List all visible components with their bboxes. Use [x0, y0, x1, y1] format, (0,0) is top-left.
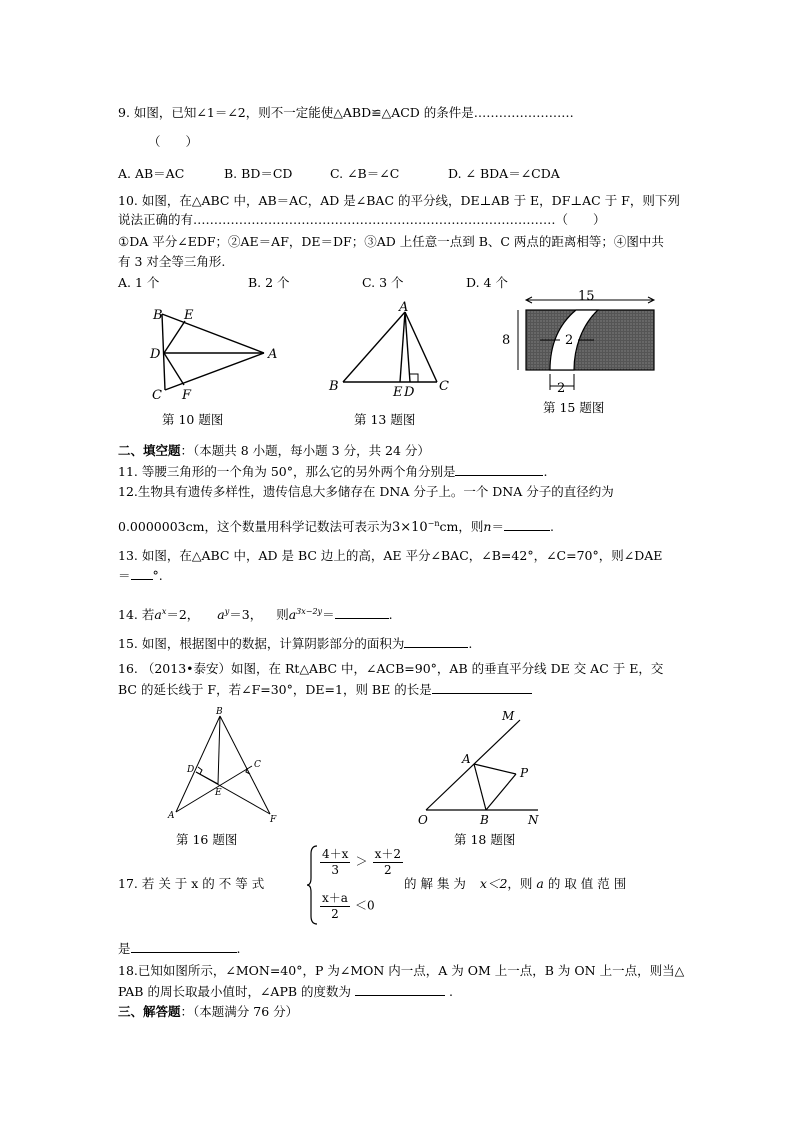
fig10-label-d: D: [150, 347, 161, 362]
q11-answer-blank[interactable]: [455, 475, 543, 476]
q10-option-c: C. 3 个: [362, 275, 404, 290]
q17-answer-blank[interactable]: [131, 952, 237, 953]
q16-line2: [118, 682, 532, 698]
section3-heading: [118, 1004, 298, 1020]
q12-line2: [118, 516, 554, 536]
fig18-label-a: A: [462, 752, 471, 766]
section2-title: 二、填空题: [118, 443, 181, 458]
q15-text: 15. 如图，根据图中的数据，计算阴影部分的面积为: [118, 636, 405, 651]
q18-line2: [118, 984, 453, 1000]
q10-line2: 说法正确的有……………………………………………………………………………（ ）: [118, 212, 606, 227]
q14-answer-blank[interactable]: [335, 618, 389, 619]
q14-v3: ＝: [322, 607, 335, 623]
q17-end: .: [236, 941, 241, 956]
q17-suffix: [404, 876, 626, 892]
q14-a2: a: [217, 607, 225, 623]
fig10-caption: 第 10 题图: [162, 412, 224, 427]
q13-answer-blank[interactable]: [131, 579, 153, 580]
figure-15: [498, 290, 668, 400]
q10-line3: ①DA 平分∠EDF；②AE＝AF，DE＝DF；③AD 上任意一点到 B、C 两点的距离相等；④图中共: [118, 234, 664, 249]
q11-line: [118, 464, 547, 480]
q17-ineq2-left: [320, 889, 350, 921]
q13-line2: [118, 568, 163, 584]
q17-ineq1-right: [373, 845, 403, 877]
q16-line2-text: BC 的延长线于 F，若∠F=30°，DE=1，则 BE 的长是: [118, 682, 432, 697]
q14-end: .: [388, 607, 393, 623]
q17-ineq2-op: ＜0: [355, 898, 375, 913]
fig18-label-p: P: [520, 766, 529, 780]
q9-paren: （ ）: [148, 134, 199, 149]
q17-ineq1-op: ＞: [355, 854, 368, 869]
q15-end: .: [468, 636, 473, 651]
q12-line2b: cm，则: [439, 519, 484, 535]
q12-answer-blank[interactable]: [504, 530, 550, 531]
fig18-label-m: M: [502, 709, 515, 723]
fig18-label-b: B: [480, 813, 489, 827]
fig16-label-e: E: [215, 788, 222, 798]
q18-answer-blank[interactable]: [355, 995, 445, 996]
q13-line1: 13. 如图，在△ABC 中，AD 是 BC 边上的高，AE 平分∠BAC，∠B=42°，∠C=70°，则∠DAE: [118, 548, 663, 563]
q17-ineq1-num: 4＋x: [322, 847, 349, 861]
q17-ineq2-num: x＋a: [322, 891, 348, 905]
q17-ineq1-rnum: x＋2: [374, 847, 402, 861]
fig18-label-n: N: [528, 813, 539, 827]
fig15-caption: 第 15 题图: [543, 400, 605, 415]
q17-inequality-2: [320, 889, 375, 921]
q14-e2: y: [224, 607, 230, 616]
q12-sci-base: 3×10: [391, 520, 428, 536]
figure-13: [325, 300, 465, 400]
fig15-label-2-mid: 2: [565, 333, 574, 348]
fig13-label-a: A: [399, 300, 409, 315]
q14-v2: ＝3，: [229, 607, 263, 623]
fig15-label-15: 15: [578, 289, 595, 304]
fig13-caption: 第 13 题图: [354, 412, 416, 427]
section3-title: 三、解答题: [118, 1004, 181, 1019]
q17-line2: [118, 941, 241, 957]
q18-end: .: [449, 984, 453, 999]
figure-18: [412, 706, 562, 828]
q12-end: .: [549, 519, 554, 535]
fig16-label-a: A: [168, 811, 175, 821]
q17-ineq1-rden: 2: [383, 863, 392, 877]
fig16-caption: 第 16 题图: [176, 832, 238, 847]
fig10-label-b: B: [153, 308, 163, 323]
q17-suffix3: 的 取 值 范 围: [547, 876, 627, 891]
q10-line1: 10. 如图，在△ABC 中，AB＝AC，AD 是∠BAC 的平分线，DE⊥AB 于 E，DF⊥AC 于 F，则下列: [118, 193, 680, 208]
q17-inequality-1: [320, 845, 403, 877]
q16-line1: 16. （2013•泰安）如图，在 Rt△ABC 中，∠ACB=90°，AB 的垂直平分线 DE 交 AC 于 E，交: [118, 661, 664, 676]
section2-heading: [118, 443, 430, 459]
q10-line4: 有 3 对全等三角形.: [118, 254, 226, 269]
q9-option-b: B. BD＝CD: [224, 166, 293, 181]
fig13-label-b: B: [329, 379, 339, 394]
q14-e3: 3x−2y: [296, 607, 323, 616]
fig10-label-f: F: [182, 388, 192, 403]
q14-prefix: 14. 若: [118, 607, 155, 623]
fig15-label-2-bottom: 2: [557, 381, 566, 396]
fig18-caption: 第 18 题图: [454, 832, 516, 847]
q17-cond: x＜2: [479, 876, 508, 891]
q9-option-d: D. ∠ BDA＝∠CDA: [448, 166, 560, 181]
fig13-label-e: E: [393, 385, 403, 400]
fig10-label-c: C: [152, 388, 162, 403]
q10-option-d: D. 4 个: [466, 275, 508, 290]
q12-line2a: 0.0000003cm，这个数量用科学记数法可表示为: [118, 519, 392, 535]
fig10-label-e: E: [184, 308, 194, 323]
q14-a3: a: [288, 607, 297, 623]
fig15-label-8: 8: [502, 333, 511, 348]
q12-line1: 12.生物具有遗传多样性，遗传信息大多储存在 DNA 分子上。一个 DNA 分子的直径约为: [118, 484, 614, 499]
q15-line: [118, 636, 472, 652]
q14-e1: x: [161, 607, 167, 616]
q14-a1: a: [154, 607, 162, 623]
q18-line2-text: PAB 的周长取最小值时，∠APB 的度数为: [118, 984, 352, 999]
figure-16: [160, 704, 300, 830]
q10-option-a: A. 1 个: [118, 275, 160, 290]
q17-ineq1-den: 3: [331, 863, 340, 877]
q17-var-a: a: [536, 876, 544, 891]
figure-10: [140, 300, 300, 410]
q11-end: .: [543, 464, 548, 479]
fig16-label-d: D: [187, 765, 195, 775]
q18-line1: 18.已知如图所示，∠MON=40°，P 为∠MON 内一点，A 为 OM 上一点，B 为 ON 上一点，则当△: [118, 963, 685, 978]
fig10-label-a: A: [268, 347, 278, 362]
q11-text: 11. 等腰三角形的一个角为 50°，那么它的另外两个角分别是: [118, 464, 456, 479]
q17-suffix1: 的 解 集 为: [404, 876, 466, 891]
q15-answer-blank[interactable]: [404, 647, 468, 648]
fig13-label-c: C: [439, 379, 449, 394]
q9-option-c: C. ∠B＝∠C: [330, 166, 400, 181]
q16-answer-blank[interactable]: [432, 693, 532, 694]
q17-suffix2: ，则: [507, 876, 533, 891]
q12-sci-exp: −n: [427, 519, 440, 528]
fig16-label-f: F: [270, 815, 277, 825]
q13-line2a: ＝: [118, 568, 131, 583]
q17-ineq1-left: [320, 845, 350, 877]
q10-option-b: B. 2 个: [248, 275, 290, 290]
q9-stem: 9. 如图，已知∠1＝∠2，则不一定能使△ABD≌△ACD 的条件是……………………: [118, 105, 574, 120]
q13-line2b: °.: [152, 568, 163, 583]
q17-ineq2-den: 2: [331, 907, 339, 921]
q12-var-n: n: [483, 519, 492, 535]
fig18-label-o: O: [418, 813, 428, 827]
section3-note: ：（本题满分 76 分）: [180, 1004, 299, 1019]
q14-mid: 则: [276, 607, 289, 623]
q12-eq: ＝: [491, 519, 504, 535]
q14-line: [118, 604, 393, 623]
q14-v1: ＝2，: [166, 607, 200, 623]
fig16-label-c: C: [254, 760, 261, 770]
q17-prefix: 17. 若 关 于 x 的 不 等 式: [118, 876, 265, 891]
fig13-label-d: D: [404, 385, 415, 400]
q9-option-a: A. AB＝AC: [118, 166, 185, 181]
fig16-label-b: B: [216, 707, 223, 717]
q17-line2-text: 是: [118, 941, 131, 956]
q17-brace: [307, 844, 319, 926]
section2-note: ：（本题共 8 小题，每小题 3 分，共 24 分）: [180, 443, 430, 458]
